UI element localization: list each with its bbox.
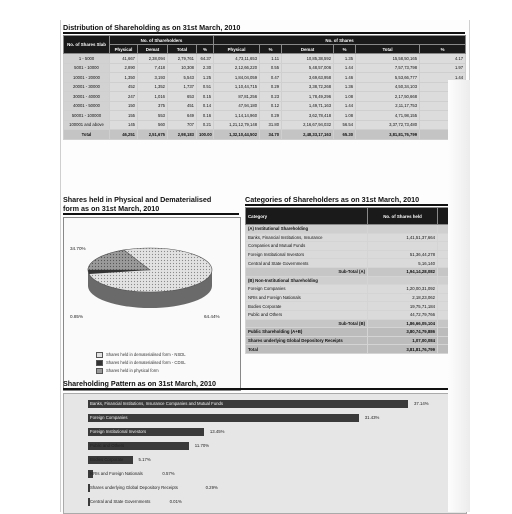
table-cell: 2,17,50,668 xyxy=(356,92,420,102)
table-cell: 451 xyxy=(168,101,197,111)
header-slab: No. of Shares Slab xyxy=(64,36,110,54)
table-cell: 3,193 xyxy=(138,73,168,83)
legend-nsdl: Shares held in dematerialised form - NSDL xyxy=(96,352,186,358)
table-cell: 3,62,78,418 xyxy=(282,111,334,121)
table-cell: 1.08 xyxy=(334,111,356,121)
table-row xyxy=(246,259,466,268)
distribution-rule xyxy=(63,32,465,34)
bar-label: NRIs and Foreign Nationals xyxy=(90,471,143,476)
bar-label: Bodies Corporate xyxy=(90,457,124,462)
table-cell: Banks, Financial Institutions, Insurance xyxy=(246,233,368,242)
distribution-body xyxy=(64,54,466,140)
table-cell: 51,36,44,278 xyxy=(368,250,438,259)
pattern-rule xyxy=(63,388,465,390)
table-cell: 100001 and above xyxy=(64,120,110,130)
table-cell: 0.15 xyxy=(197,92,214,102)
table-cell: 1,14,14,960 xyxy=(214,111,260,121)
physical-title-2: form as on 31st March, 2010 xyxy=(63,204,160,213)
bar-label: Central and State Governments xyxy=(90,499,151,504)
table-cell: 1,49,71,163 xyxy=(282,101,334,111)
table-cell: 0.23 xyxy=(260,92,282,102)
table-cell: 30001 - 40000 xyxy=(64,92,110,102)
table-cell: 4,71,98,155 xyxy=(356,111,420,121)
subheader: Physical xyxy=(110,45,138,54)
table-cell: Total xyxy=(64,130,110,140)
table-cell: 0.21 xyxy=(197,120,214,130)
bar-label: Banks, Financial Institutions, Insurance Companies and Mutual Funds xyxy=(90,401,224,406)
table-row xyxy=(64,54,466,64)
physical-demat-chart xyxy=(63,217,241,391)
distribution-table xyxy=(63,35,466,140)
table-cell: 1,21,12,79,148 xyxy=(214,120,260,130)
table-cell: 50001 - 100000 xyxy=(64,111,110,121)
bar-label: Shares underlying Global Depository Receipts xyxy=(90,485,178,490)
subheader: Physical xyxy=(214,45,260,54)
table-cell: Sub-Total (B) xyxy=(246,319,368,328)
table-cell: 87,81,256 xyxy=(214,92,260,102)
table-row xyxy=(246,250,466,259)
table-cell: 4,50,34,103 xyxy=(356,82,420,92)
subheader: Total xyxy=(168,45,197,54)
table-cell: 653 xyxy=(168,92,197,102)
table-cell: 4,73,11,653 xyxy=(214,54,260,64)
table-cell: (B) Non-Institutional Shareholding xyxy=(246,276,368,285)
table-cell: 1.44 xyxy=(420,73,466,83)
table-cell xyxy=(368,242,438,251)
table-row xyxy=(64,63,466,73)
table-cell: 1,10,44,715 xyxy=(214,82,260,92)
subheader: % xyxy=(260,45,282,54)
table-cell: 56.54 xyxy=(334,120,356,130)
table-cell: 553 xyxy=(138,111,168,121)
table-cell: 1.11 xyxy=(260,54,282,64)
header-shareholders: No. of Shareholders xyxy=(110,36,214,45)
table-row xyxy=(64,101,466,111)
table-cell xyxy=(368,276,438,285)
table-cell: Foreign Institutional Investors xyxy=(246,250,368,259)
header-category: Category xyxy=(246,208,368,225)
table-cell: 5,53,66,777 xyxy=(356,73,420,83)
table-cell: 560 xyxy=(138,120,168,130)
table-cell: 1,32,10,44,502 xyxy=(214,130,260,140)
table-cell: 1.44 xyxy=(334,63,356,73)
table-cell: 1.44 xyxy=(334,101,356,111)
table-row xyxy=(64,120,466,130)
bar xyxy=(88,414,359,422)
table-row xyxy=(246,345,466,354)
table-cell: 1,78,49,296 xyxy=(282,92,334,102)
table-row xyxy=(64,130,466,140)
table-cell: 44,72,79,766 xyxy=(368,310,438,319)
categories-rule xyxy=(245,204,465,206)
table-row xyxy=(64,111,466,121)
table-cell: 707 xyxy=(168,120,197,130)
table-cell: 247 xyxy=(110,92,138,102)
table-cell: 41,667 xyxy=(110,54,138,64)
table-cell: 2,890 xyxy=(110,63,138,73)
table-cell: 0.12 xyxy=(260,101,282,111)
table-cell: 375 xyxy=(138,101,168,111)
table-cell: 5001 - 10000 xyxy=(64,63,110,73)
page-curl-shadow xyxy=(448,80,470,512)
table-cell: 0.14 xyxy=(197,101,214,111)
table-cell: 10,85,38,592 xyxy=(282,54,334,64)
bar-value: 31.43% xyxy=(364,415,380,420)
table-cell: 1.36 xyxy=(334,82,356,92)
table-cell: 1,352 xyxy=(138,82,168,92)
table-cell: 19,75,71,184 xyxy=(368,302,438,311)
table-cell: Foreign Companies xyxy=(246,285,368,294)
table-cell: Public and Others xyxy=(246,310,368,319)
table-cell: Total xyxy=(246,345,368,354)
legend-swatch xyxy=(96,352,103,358)
table-cell: 3,38,72,268 xyxy=(282,82,334,92)
table-cell: 1.97 xyxy=(420,63,466,73)
table-cell: 15,58,50,165 xyxy=(356,54,420,64)
table-cell: 65.30 xyxy=(334,130,356,140)
table-cell: 1,84,04,059 xyxy=(214,73,260,83)
table-cell: 2,79,761 xyxy=(168,54,197,64)
table-cell: 7,57,73,798 xyxy=(356,63,420,73)
table-cell: Shares underlying Global Depository Receipts xyxy=(246,336,368,345)
categories-body xyxy=(246,225,466,354)
table-cell: 10,308 xyxy=(168,63,197,73)
subheader: Total xyxy=(356,45,420,54)
table-cell: Public Shareholding (A+B) xyxy=(246,328,368,337)
table-cell: 1,41,51,37,664 xyxy=(368,233,438,242)
bar-value: 0.01% xyxy=(169,499,182,504)
table-cell: Central and State Governments xyxy=(246,259,368,268)
table-row xyxy=(64,73,466,83)
pie-chart-3d xyxy=(64,226,240,326)
table-cell: 0.47 xyxy=(260,73,282,83)
table-cell: 1,94,14,28,082 xyxy=(368,267,438,276)
table-cell: 3,81,81,76,799 xyxy=(368,345,438,354)
table-cell: 1.08 xyxy=(334,92,356,102)
legend-cdsl: Shares held in dematerialised form - CDSL xyxy=(96,360,186,366)
pattern-chart xyxy=(63,393,467,514)
table-cell: 145 xyxy=(110,120,138,130)
table-cell: 5,48,57,006 xyxy=(282,63,334,73)
pie-label-cdsl: 0.85% xyxy=(70,314,84,319)
table-cell: 2,98,183 xyxy=(168,130,197,140)
subheader: Demat xyxy=(282,45,334,54)
table-cell: 0.51 xyxy=(197,82,214,92)
table-cell: 452 xyxy=(110,82,138,92)
table-row xyxy=(246,285,466,294)
distribution-title: Distribution of Shareholding as on 31st March, 2010 xyxy=(63,23,241,32)
table-row xyxy=(246,233,466,242)
table-row xyxy=(246,267,466,276)
table-cell: 2,51,675 xyxy=(138,130,168,140)
pie-label-physical: 34.70% xyxy=(70,246,86,251)
bar-label: Public and Others xyxy=(90,443,125,448)
table-cell: 47,94,180 xyxy=(214,101,260,111)
table-cell xyxy=(368,225,438,234)
table-cell: 2,38,094 xyxy=(138,54,168,64)
table-row xyxy=(246,293,466,302)
table-cell: 0.29 xyxy=(260,82,282,92)
pattern-title: Shareholding Pattern as on 31st March, 2010 xyxy=(63,379,216,388)
table-row xyxy=(246,242,466,251)
table-row xyxy=(246,225,466,234)
legend-swatch xyxy=(96,368,103,374)
table-cell: 40001 - 50000 xyxy=(64,101,110,111)
table-cell: 150 xyxy=(110,101,138,111)
table-cell: 10001 - 20000 xyxy=(64,73,110,83)
bar-value: 0.29% xyxy=(205,485,218,490)
table-cell: 1,350 xyxy=(110,73,138,83)
header-shares-held: No. of Shares held xyxy=(368,208,438,225)
table-cell: 100.00 xyxy=(197,130,214,140)
table-cell: 0.29 xyxy=(260,111,282,121)
table-row xyxy=(246,310,466,319)
table-cell: 3,80,74,79,886 xyxy=(368,328,438,337)
table-cell: 3,37,72,73,480 xyxy=(356,120,420,130)
table-cell: 0.55 xyxy=(260,63,282,73)
annual-report-page xyxy=(60,20,470,512)
table-row xyxy=(64,82,466,92)
categories-title: Categories of Shareholders as on 31st March, 2010 xyxy=(245,195,420,204)
table-row xyxy=(246,328,466,337)
table-cell: Companies and Mutual Funds xyxy=(246,242,368,251)
table-row xyxy=(246,302,466,311)
bar-label: Foreign Companies xyxy=(90,415,128,420)
table-cell: 3,81,81,76,799 xyxy=(356,130,420,140)
table-row xyxy=(64,92,466,102)
table-cell: 1,20,00,31,092 xyxy=(368,285,438,294)
legend-physical: Shares held in physical form xyxy=(96,368,159,374)
table-cell: 1,016 xyxy=(138,92,168,102)
table-cell: 1 - 5000 xyxy=(64,54,110,64)
table-cell: 31.80 xyxy=(260,120,282,130)
bar-value: 11.70% xyxy=(194,443,210,448)
table-cell: 3,69,63,958 xyxy=(282,73,334,83)
table-cell: 1,07,00,084 xyxy=(368,336,438,345)
table-cell: 2.30 xyxy=(197,63,214,73)
table-cell: 7,418 xyxy=(138,63,168,73)
subheader: % xyxy=(197,45,214,54)
table-cell: 1.46 xyxy=(334,73,356,83)
table-cell: 64.37 xyxy=(197,54,214,64)
table-cell: Sub-Total (A) xyxy=(246,267,368,276)
table-cell: 1,86,66,05,104 xyxy=(368,319,438,328)
table-cell: 1.35 xyxy=(334,54,356,64)
bar-value: 37.14% xyxy=(414,401,429,406)
table-cell: 4.17 xyxy=(420,54,466,64)
table-cell: 5,543 xyxy=(168,73,197,83)
pie-label-nsdl: 64.44% xyxy=(204,314,220,319)
physical-rule xyxy=(63,213,239,215)
table-cell: 2,16,67,94,032 xyxy=(282,120,334,130)
table-cell: 2,11,17,753 xyxy=(356,101,420,111)
bar-value: 0.57% xyxy=(162,471,175,476)
subheader: % xyxy=(420,45,466,54)
table-cell: 1,737 xyxy=(168,82,197,92)
bar-label: Foreign Institutional Investors xyxy=(90,429,147,434)
table-row xyxy=(246,276,466,285)
legend-swatch xyxy=(96,360,103,366)
table-cell: 2,18,23,062 xyxy=(368,293,438,302)
categories-table xyxy=(245,207,466,354)
table-cell: NRIs and Foreign Nationals xyxy=(246,293,368,302)
table-cell: (A) Institutional Shareholding xyxy=(246,225,368,234)
table-cell: 2,12,66,220 xyxy=(214,63,260,73)
subheader: Demat xyxy=(138,45,168,54)
bar-value: 5.17% xyxy=(138,457,151,462)
table-cell: 46,251 xyxy=(110,130,138,140)
table-cell: Bodies Corporate xyxy=(246,302,368,311)
table-cell: 5,16,140 xyxy=(368,259,438,268)
header-shares: No. of Shares xyxy=(214,36,466,45)
physical-title-1: Shares held in Physical and Dematerialised xyxy=(63,195,212,204)
table-cell: 2,48,33,17,163 xyxy=(282,130,334,140)
table-cell: 155 xyxy=(110,111,138,121)
subheader: % xyxy=(334,45,356,54)
table-row xyxy=(246,336,466,345)
table-cell: 34.70 xyxy=(260,130,282,140)
table-cell: 0.16 xyxy=(197,111,214,121)
table-row xyxy=(246,319,466,328)
bar-value: 13.45% xyxy=(209,429,225,434)
table-cell: 1.25 xyxy=(197,73,214,83)
table-cell: 20001 - 30000 xyxy=(64,82,110,92)
table-cell: 649 xyxy=(168,111,197,121)
